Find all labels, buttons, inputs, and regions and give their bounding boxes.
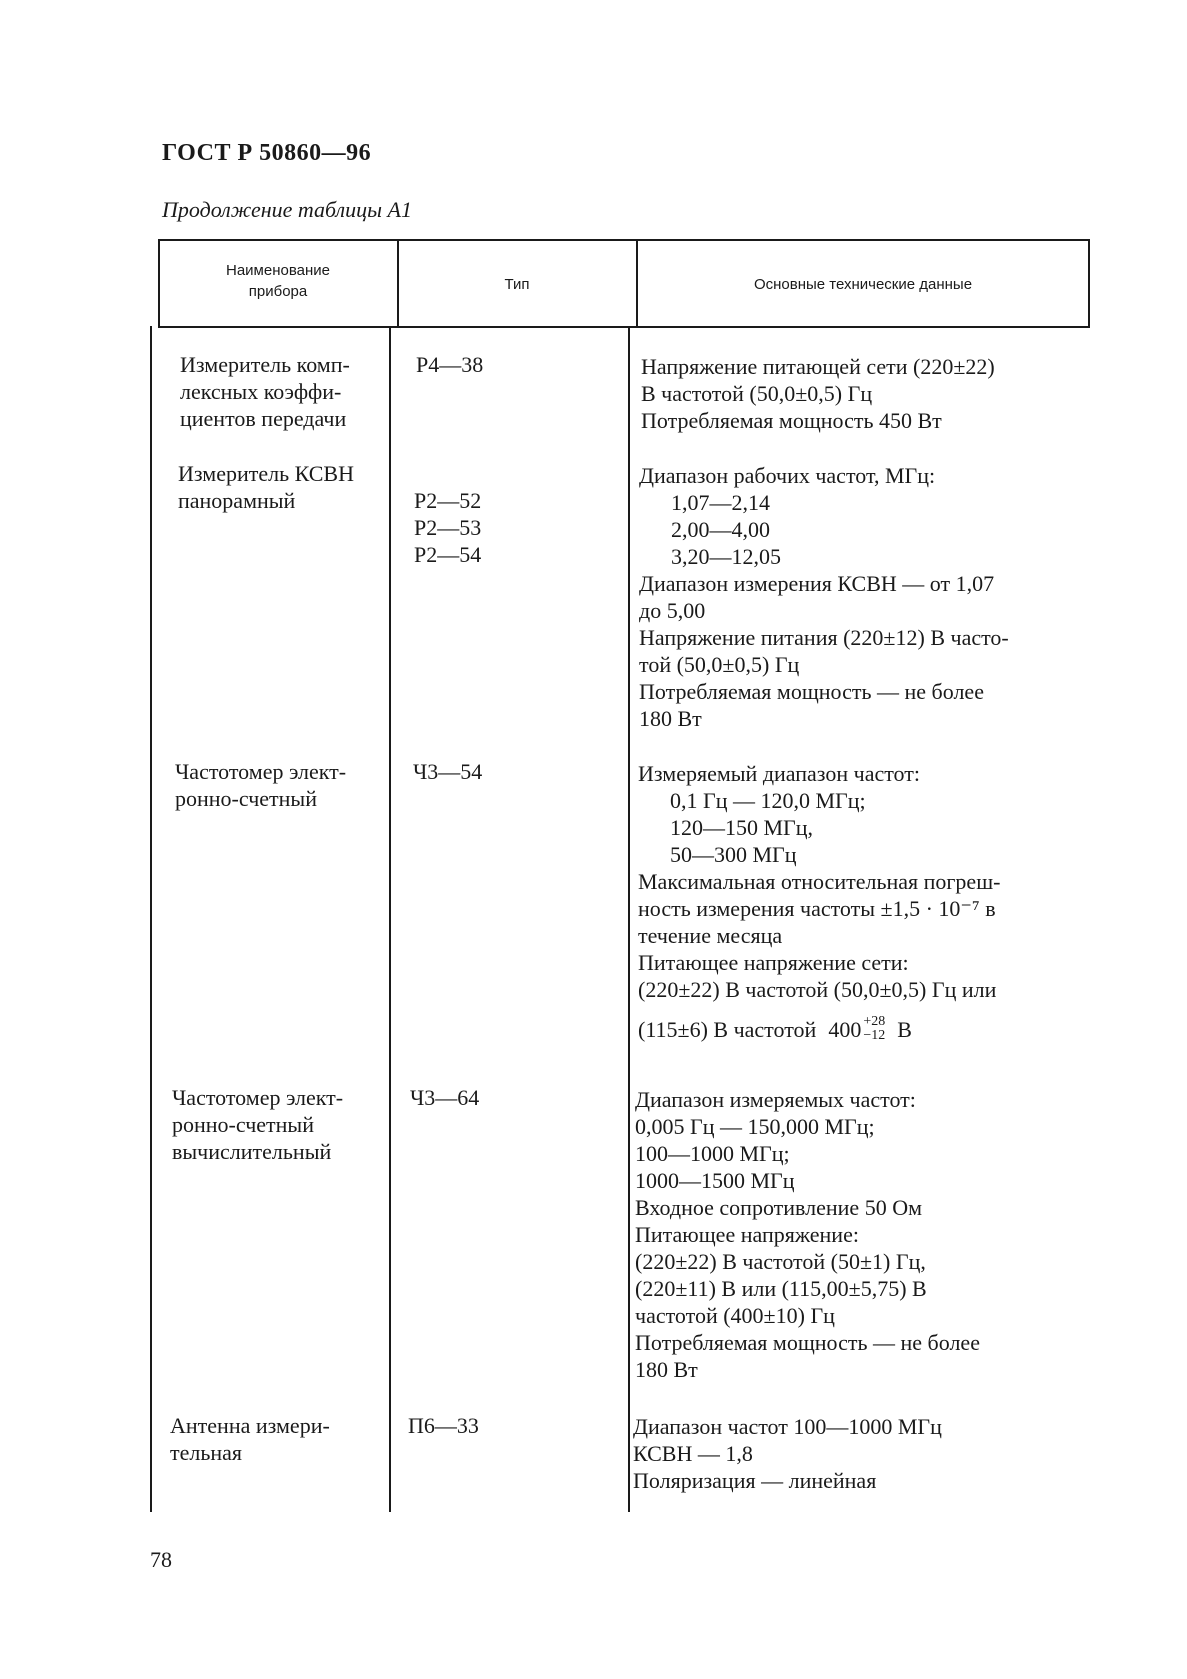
column-header-name-line1: Наименование <box>226 262 330 279</box>
row3-data-formula <box>638 1009 1000 1049</box>
row4-name-line2: ронно-счетный <box>172 1112 314 1137</box>
row4-data-line5: Входное сопротивление 50 Ом <box>635 1195 923 1220</box>
row3-data-line7: течение месяца <box>638 923 783 948</box>
column-header-data: Основные технические данные <box>753 276 973 293</box>
row3-type <box>413 758 482 785</box>
row4-data-line7: (220±22) В частотой (50±1) Гц, <box>635 1249 926 1274</box>
row4-data-line1: Диапазон измеряемых частот: <box>635 1087 916 1112</box>
table-right-border <box>1088 239 1090 326</box>
row3-data-line4: 50—300 МГц <box>670 842 797 867</box>
column-header-name <box>160 260 396 302</box>
row1-type-value: Р4—38 <box>416 352 484 377</box>
row4-type-value: Ч3—64 <box>410 1085 480 1110</box>
table-header-divider <box>158 326 1090 328</box>
row3-name-line1: Частотомер элект- <box>175 759 347 784</box>
formula-prefix: (115±6) В частотой <box>638 1016 817 1042</box>
row2-data-line5: Диапазон измерения КСВН — от 1,07 <box>639 571 995 596</box>
row4-data-line10: Потребляемая мощность — не более <box>635 1330 980 1355</box>
row4-name <box>172 1084 343 1165</box>
table-left-border-body <box>150 326 152 1512</box>
row1-name <box>180 351 380 432</box>
formula-tolerance <box>863 1015 885 1043</box>
row3-data-line9: (220±22) В частотой (50,0±0,5) Гц или <box>638 977 997 1002</box>
row3-type-value: Ч3—54 <box>413 759 483 784</box>
formula-base: 400 <box>828 1016 862 1042</box>
row4-data-line4: 1000—1500 МГц <box>635 1168 795 1193</box>
row5-name-line2: тельная <box>170 1440 243 1465</box>
row4-data <box>635 1086 980 1383</box>
row1-data-line1: Напряжение питающей сети (220±22) <box>641 354 995 379</box>
row1-data-line2: В частотой (50,0±0,5) Гц <box>641 381 873 406</box>
column-divider-1-body <box>389 326 391 1512</box>
row4-data-line2: 0,005 Гц — 150,000 МГц; <box>635 1114 875 1139</box>
row3-data-line8: Питающее напряжение сети: <box>638 950 909 975</box>
row4-data-line8: (220±11) В или (115,00±5,75) В <box>635 1276 927 1301</box>
row2-name <box>178 460 354 514</box>
column-header-name-line2: прибора <box>248 283 308 300</box>
row3-name-line2: ронно-счетный <box>175 786 317 811</box>
row4-type <box>410 1084 479 1111</box>
row5-data-line2: КСВН — 1,8 <box>633 1441 753 1466</box>
row3-data-line6: ность измерения частоты ±1,5 · 10⁻⁷ в <box>638 896 996 921</box>
row4-data-line6: Питающее напряжение: <box>635 1222 859 1247</box>
row5-data-line3: Поляризация — линейная <box>633 1468 877 1493</box>
row3-data-line3: 120—150 МГц, <box>670 815 814 840</box>
row2-name-line1: Измеритель КСВН <box>178 461 354 486</box>
row5-type <box>408 1412 479 1439</box>
row5-data <box>633 1413 942 1494</box>
column-divider-2-body <box>628 326 630 1512</box>
row2-data-line1: Диапазон рабочих частот, МГц: <box>639 463 936 488</box>
row2-name-line2: панорамный <box>178 488 296 513</box>
row2-data-line2: 1,07—2,14 <box>671 490 770 515</box>
row5-name <box>170 1412 330 1466</box>
row2-data-line3: 2,00—4,00 <box>671 517 770 542</box>
page-number: 78 <box>150 1547 172 1572</box>
row4-data-line3: 100—1000 МГц; <box>635 1141 790 1166</box>
row1-data-line3: Потребляемая мощность 450 Вт <box>641 408 942 433</box>
row2-data-line9: Потребляемая мощность — не более <box>639 679 984 704</box>
row2-type-1: Р2—52 <box>414 488 482 513</box>
table-caption: Продолжение таблицы A1 <box>162 197 412 222</box>
row5-type-value: П6—33 <box>408 1413 479 1438</box>
row2-type-2: Р2—53 <box>414 515 482 540</box>
column-header-type: Тип <box>504 276 530 293</box>
row3-data-line5: Максимальная относительная погреш- <box>638 869 1001 894</box>
row2-data-line6: до 5,00 <box>639 598 706 623</box>
row5-data-line1: Диапазон частот 100—1000 МГц <box>633 1414 942 1439</box>
row2-data-line4: 3,20—12,05 <box>671 544 781 569</box>
row1-name-line2: лексных коэффи- <box>180 379 342 404</box>
row2-data-line8: той (50,0±0,5) Гц <box>639 652 800 677</box>
row2-data <box>639 462 1009 732</box>
row2-data-line10: 180 Вт <box>639 706 702 731</box>
row1-name-line1: Измеритель комп- <box>180 352 350 377</box>
row4-name-line3: вычислительный <box>172 1139 332 1164</box>
row3-data-line1: Измеряемый диапазон частот: <box>638 761 920 786</box>
row3-data-line2: 0,1 Гц — 120,0 МГц; <box>670 788 866 813</box>
row2-types <box>414 487 481 568</box>
formula-sup: +28 <box>863 1014 886 1029</box>
row4-data-line9: частотой (400±10) Гц <box>635 1303 835 1328</box>
row1-type <box>416 351 483 378</box>
row2-type-3: Р2—54 <box>414 542 482 567</box>
formula-sub: −12 <box>863 1028 886 1043</box>
row4-data-line11: 180 Вт <box>635 1357 698 1382</box>
formula-unit: В <box>897 1016 912 1042</box>
row1-name-line3: циентов передачи <box>180 406 347 431</box>
row1-data <box>641 353 995 434</box>
row5-name-line1: Антенна измери- <box>170 1413 330 1438</box>
row3-data <box>638 760 1000 1049</box>
row1-name-line <box>180 351 380 378</box>
row2-data-line7: Напряжение питания (220±12) В часто- <box>639 625 1009 650</box>
row4-name-line1: Частотомер элект- <box>172 1085 344 1110</box>
table-top-border <box>158 239 1090 241</box>
document-title: ГОСТ Р 50860—96 <box>162 140 372 166</box>
row3-name <box>175 758 346 812</box>
